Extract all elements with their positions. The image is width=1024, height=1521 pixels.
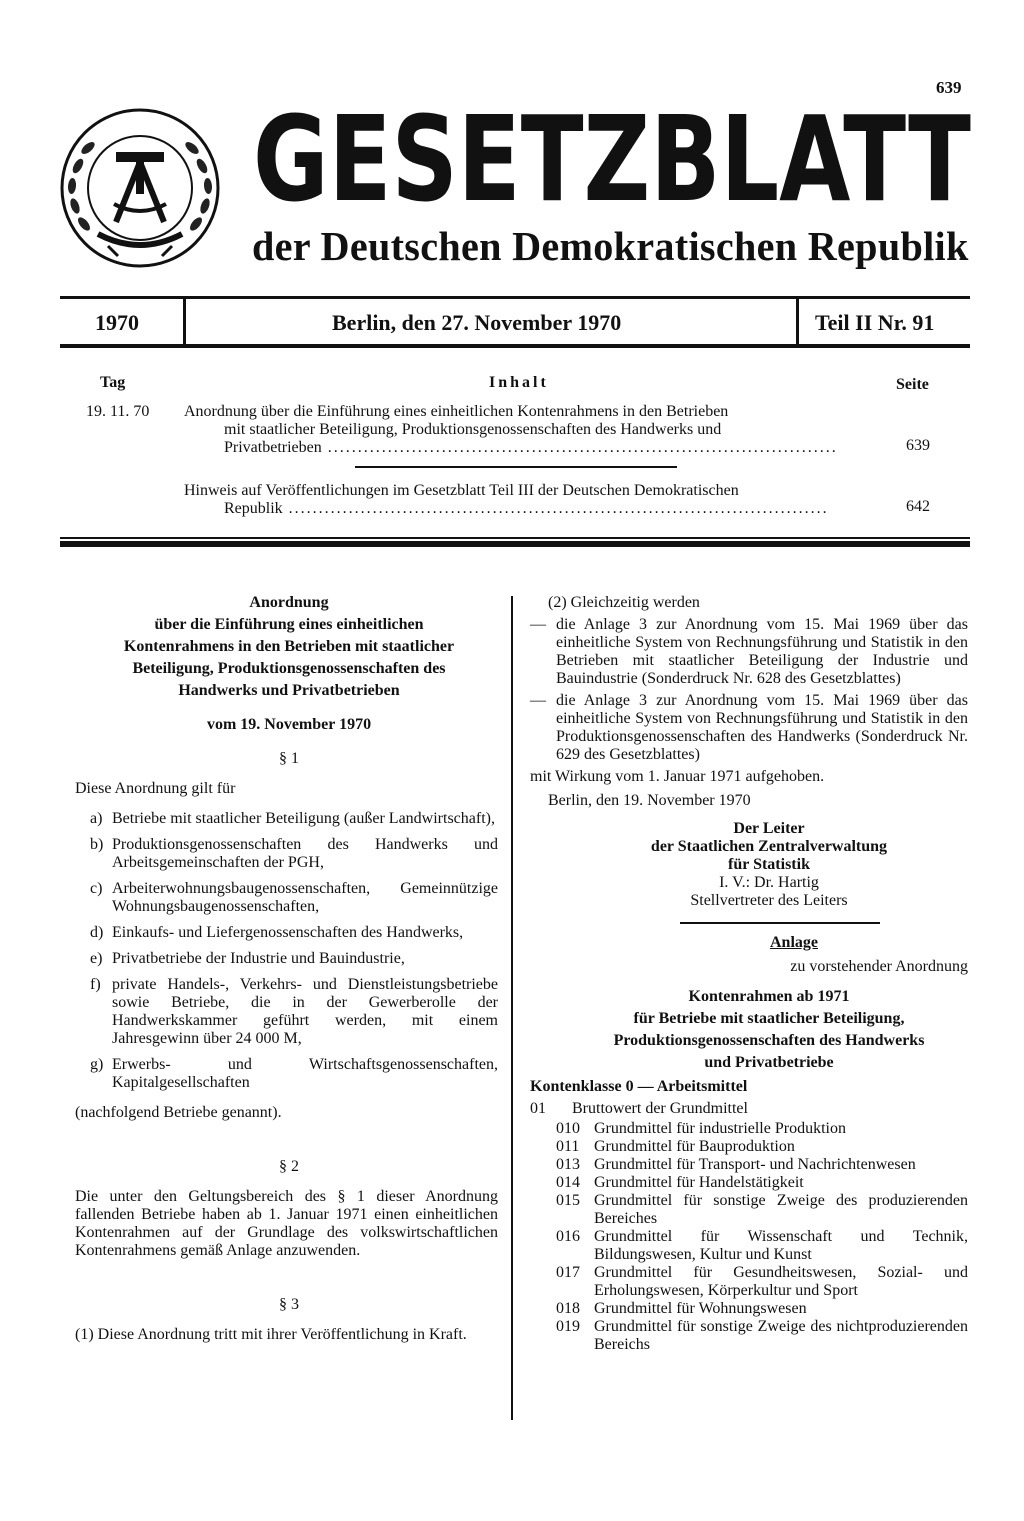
- toc-leader: .....................................................................................: [321, 439, 838, 456]
- toc-entry-page: 642: [906, 498, 930, 515]
- toc-entry-page: 639: [906, 437, 930, 454]
- account-text: Grundmittel für industrielle Produktion: [594, 1120, 846, 1137]
- account-code: 010: [556, 1120, 580, 1137]
- account-list: [530, 1120, 968, 1354]
- list-item-label: b): [90, 836, 104, 853]
- account-code: 019: [556, 1318, 580, 1335]
- list-item-text: private Handels-, Verkehrs- und Dienstleistungsbetriebe sowie Betriebe, die in der Gewerberolle der Handwerkskammer geführt werden, mit einem Jahresgewinn über 24 000 M,: [112, 976, 498, 1047]
- toc-date-heading: Tag: [100, 374, 126, 391]
- annex-title: und Privatbetriebe: [704, 1054, 834, 1071]
- account-row: [530, 1192, 968, 1228]
- account-code: 017: [556, 1264, 580, 1281]
- masthead-title: [253, 102, 973, 216]
- list-item: [90, 880, 498, 916]
- account-text: Grundmittel für Bauproduktion: [594, 1138, 795, 1155]
- section-1-outro: (nachfolgend Betriebe genannt).: [75, 1104, 282, 1121]
- section-2-text: Die unter den Geltungsbereich des § 1 dieser Anordnung fallenden Betriebe haben ab 1. Januar 1971 einen einheitlichen Kontenrahmen auf der Grundlage des volkswirtschaftlichen Kontenrahmens gemäß Anlage anzuwenden.: [75, 1188, 498, 1259]
- masthead-subtitle: der Deutschen Demokratischen Republik: [252, 223, 969, 269]
- section-3-paragraph-2-outro: mit Wirkung vom 1. Januar 1971 aufgehoben.: [530, 768, 825, 785]
- account-code: 014: [556, 1174, 580, 1191]
- account-text: Grundmittel für Gesundheitswesen, Sozial- und Erholungswesen, Körperkultur und Sport: [594, 1264, 968, 1299]
- section-1-title: § 1: [279, 750, 299, 767]
- masthead-title-text: GESETZBLATT: [253, 102, 971, 216]
- issue-part: Teil II Nr. 91: [815, 310, 935, 335]
- signature-separator: [680, 922, 880, 924]
- list-item-label: f): [90, 976, 101, 993]
- list-item-label: e): [90, 950, 103, 967]
- dash-marker: —: [530, 692, 546, 709]
- toc-entry-last-line: [184, 500, 860, 518]
- account-code: 016: [556, 1228, 580, 1245]
- account-code: 013: [556, 1156, 580, 1173]
- account-text: Grundmittel für sonstige Zweige des produzierenden Bereiches: [594, 1192, 968, 1227]
- signature-title: der Staatlichen Zentralverwaltung: [650, 838, 888, 855]
- account-row: [530, 1300, 968, 1318]
- right-column: [530, 594, 968, 1354]
- account-group-text: Bruttowert der Grundmittel: [572, 1100, 748, 1117]
- repeal-item-text: die Anlage 3 zur Anordnung vom 15. Mai 1969 über das einheitliche System von Rechnungsführung und Statistik in den Betrieben mit staatlicher Beteiligung der Industrie und Bauindustrie (Sonderdruck Nr. 628 des Gesetzblattes): [556, 616, 968, 687]
- account-group: [530, 1100, 968, 1118]
- account-row: [530, 1138, 968, 1156]
- signature-name: I. V.: Dr. Hartig: [719, 874, 819, 891]
- section-2-title: § 2: [279, 1158, 299, 1175]
- issue-bar-divider: [183, 299, 186, 344]
- repeal-item-text: die Anlage 3 zur Anordnung vom 15. Mai 1969 über das einheitliche System von Rechnungsführung und Statistik in den Produktionsgenossenschaften des Handwerks (Sonderdruck Nr. 629 des Gesetzblattes): [556, 692, 968, 763]
- toc-entry-date: 19. 11. 70: [86, 403, 150, 420]
- account-row: [530, 1318, 968, 1354]
- account-row: [530, 1156, 968, 1174]
- toc-entry-last-line: [184, 439, 860, 457]
- toc-contents-heading: Inhalt: [489, 374, 549, 391]
- section-3-paragraph-1: (1) Diese Anordnung tritt mit ihrer Veröffentlichung in Kraft.: [75, 1326, 467, 1343]
- ordinance-heading: Beteiligung, Produktionsgenossenschaften des: [132, 660, 446, 677]
- annex-title: für Betriebe mit staatlicher Beteiligung,: [633, 1010, 905, 1027]
- toc-entry-line: Hinweis auf Veröffentlichungen im Gesetzblatt Teil III der Deutschen Demokratischen: [184, 482, 739, 499]
- section-3-paragraph-2-intro: (2) Gleichzeitig werden: [548, 594, 700, 611]
- list-item-label: c): [90, 880, 103, 897]
- list-item: [90, 976, 498, 1048]
- list-item-text: Privatbetriebe der Industrie und Bauindustrie,: [112, 950, 405, 967]
- issue-bar-divider: [796, 299, 799, 344]
- section-1-intro: Diese Anordnung gilt für: [75, 780, 236, 797]
- account-row: [530, 1264, 968, 1300]
- account-row: [530, 1228, 968, 1264]
- account-code: 011: [556, 1138, 580, 1155]
- annex-title: Produktionsgenossenschaften des Handwerks: [613, 1032, 925, 1049]
- repeal-item: [530, 692, 968, 764]
- account-code: 018: [556, 1300, 580, 1317]
- issue-bar-bottom-rule: [60, 344, 970, 348]
- account-row: [530, 1120, 968, 1138]
- column-divider: [511, 596, 513, 1420]
- section-3-title: § 3: [279, 1296, 299, 1313]
- account-group-code: 01: [530, 1100, 546, 1117]
- state-emblem: [58, 106, 222, 270]
- annex-reference: zu vorstehender Anordnung: [790, 958, 968, 975]
- issue-date: Berlin, den 27. November 1970: [332, 310, 622, 335]
- account-text: Grundmittel für Handelstätigkeit: [594, 1174, 804, 1191]
- signature-title: für Statistik: [728, 856, 810, 873]
- list-item-label: g): [90, 1056, 104, 1073]
- content-separator-thick: [60, 541, 970, 547]
- list-item: [90, 1056, 498, 1092]
- list-item: [90, 950, 498, 968]
- list-item-text: Produktionsgenossenschaften des Handwerks und Arbeitsgemeinschaften der PGH,: [112, 836, 498, 871]
- account-text: Grundmittel für Wissenschaft und Technik, Bildungswesen, Kultur und Kunst: [594, 1228, 968, 1263]
- account-text: Grundmittel für Transport- und Nachrichtenwesen: [594, 1156, 916, 1173]
- list-item-text: Arbeiterwohnungsbaugenossenschaften, Gemeinnützige Wohnungsbaugenossenschaften,: [112, 880, 498, 915]
- ordinance-heading: Kontenrahmens in den Betrieben mit staatlicher: [123, 638, 455, 655]
- ordinance-date: vom 19. November 1970: [206, 716, 372, 733]
- signature-title: Der Leiter: [733, 820, 805, 837]
- toc-entry[interactable]: [184, 403, 860, 457]
- repeal-item: [530, 616, 968, 688]
- issue-bar-top-rule: [60, 296, 970, 299]
- account-row: [530, 1174, 968, 1192]
- account-text: Grundmittel für sonstige Zweige des nichtproduzierenden Bereichs: [594, 1318, 968, 1353]
- account-text: Grundmittel für Wohnungswesen: [594, 1300, 807, 1317]
- list-item-text: Einkaufs- und Liefergenossenschaften des Handwerks,: [112, 924, 464, 941]
- list-item-label: d): [90, 924, 104, 941]
- toc-entry[interactable]: [184, 482, 860, 518]
- toc-separator: [355, 466, 677, 468]
- list-item: [90, 810, 498, 828]
- toc-entry-line: Anordnung über die Einführung eines einheitlichen Kontenrahmens in den Betrieben: [184, 403, 729, 420]
- content-separator-thin: [60, 537, 970, 539]
- toc-entry-line: Republik: [224, 500, 283, 517]
- list-item-label: a): [90, 810, 103, 827]
- ordinance-heading: Handwerks und Privatbetrieben: [178, 682, 400, 699]
- list-item: [90, 836, 498, 872]
- dash-marker: —: [530, 616, 546, 633]
- toc-entry-line: Privatbetrieben: [224, 439, 322, 456]
- page-number: 639: [936, 78, 962, 97]
- left-column: [60, 594, 498, 1344]
- toc-page-heading: Seite: [896, 376, 929, 393]
- account-code: 015: [556, 1192, 580, 1209]
- toc-leader: ..........................................................................................: [282, 500, 829, 517]
- list-item: [90, 924, 498, 942]
- ordinance-heading: über die Einführung eines einheitlichen: [154, 616, 424, 633]
- ordinance-heading: Anordnung: [249, 594, 329, 611]
- signature-place-date: Berlin, den 19. November 1970: [548, 792, 751, 809]
- section-1-list: [90, 810, 498, 1092]
- signature-role: Stellvertreter des Leiters: [690, 892, 848, 909]
- list-item-text: Betriebe mit staatlicher Beteiligung (außer Landwirtschaft),: [112, 810, 495, 827]
- annex-title: Kontenrahmen ab 1971: [688, 988, 850, 1005]
- list-item-text: Erwerbs- und Wirtschaftsgenossenschaften, Kapitalgesellschaften: [112, 1056, 498, 1091]
- toc-entry-line: mit staatlicher Beteiligung, Produktionsgenossenschaften des Handwerks und: [224, 421, 722, 438]
- annex-label: Anlage: [770, 934, 818, 951]
- issue-year: 1970: [95, 310, 139, 335]
- account-class-heading: Kontenklasse 0 — Arbeitsmittel: [530, 1078, 748, 1095]
